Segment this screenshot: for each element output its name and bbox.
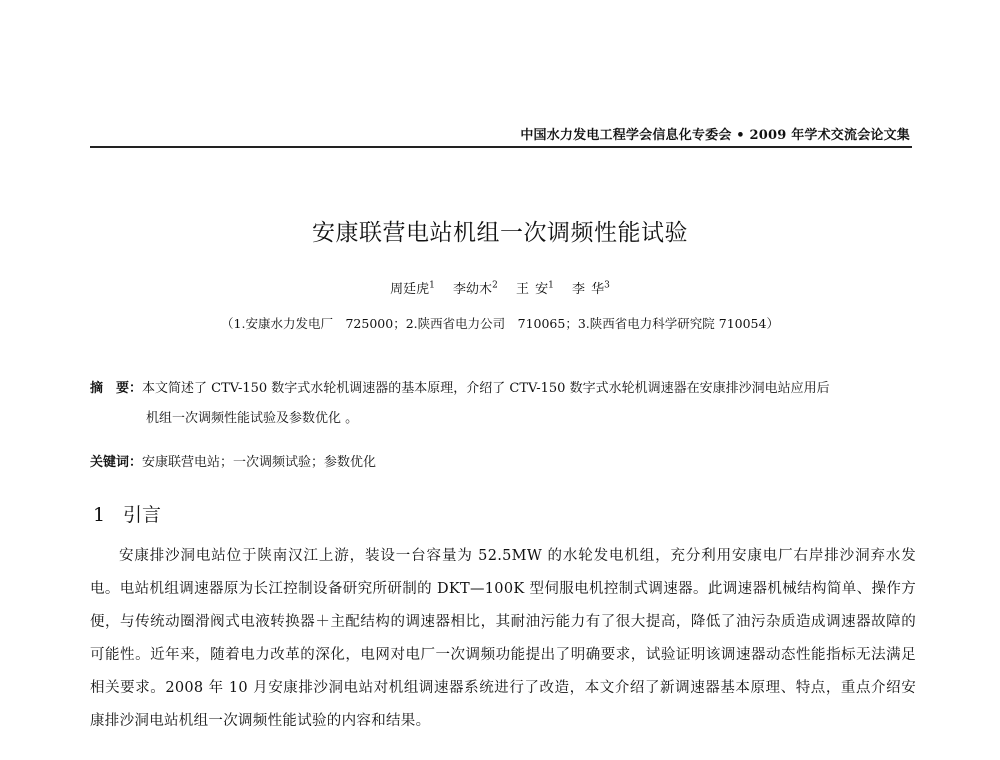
author-list	[0, 278, 1000, 297]
section-number: 1	[93, 504, 106, 526]
author: 李 华$^3$	[571, 280, 610, 297]
section-heading	[93, 500, 161, 527]
keywords-text: 安康联营电站；一次调频试验；参数优化	[142, 455, 377, 470]
body-paragraph: 安康排沙洞电站位于陕南汉江上游，装设一台容量为 52.5MW 的水轮发电机组，充分利用安康电厂右岸排沙洞弃水发电。电站机组调速器原为长江控制设备研究所研制的 DKT—100K 型伺服电机控制式调速器。此调速器机械结构简单、操作方便，与传统动圈滑阀式电液转换器＋主配结构的调速器相比，其耐油污能力有了很大提高，降低了油污杂质造成调速器故障的可能性。近年来，随着电力改革的深化，电网对电厂一次调频功能提出了明确要求，试验证明该调速器动态性能指标无法满足相关要求。2008 年 10 月安康排沙洞电站对机组调速器系统进行了改造，本文介绍了新调速器基本原理、特点，重点介绍安康排沙洞电站机组一次调频性能试验的内容和结果。	[90, 548, 916, 729]
header-rule	[90, 146, 912, 148]
author: 王 安$^1$	[515, 280, 554, 297]
affiliations: （1.安康水力发电厂 725000；2.陕西省电力公司 710065；3.陕西省电力科学研究院 710054）	[221, 316, 779, 331]
abstract-text-line2: 机组一次调频性能试验及参数优化 。	[146, 411, 359, 426]
author: 周廷虎$^1$	[390, 280, 435, 297]
abstract-text-line1: 本文简述了 CTV-150 数字式水轮机调速器的基本原理，介绍了 CTV-150 数字式水轮机调速器在安康排沙洞电站应用后	[142, 381, 830, 396]
author: 李幼木$^2$	[453, 280, 498, 297]
paper-title: 安康联营电站机组一次调频性能试验	[312, 220, 688, 246]
running-header: 中国水力发电工程学会信息化专委会 • 2009 年学术交流会论文集	[520, 128, 910, 143]
abstract	[90, 374, 920, 434]
section-title: 引言	[123, 504, 162, 526]
abstract-label: 摘 要：	[90, 381, 143, 396]
keywords-label: 关键词：	[90, 455, 143, 470]
keywords	[90, 451, 376, 470]
